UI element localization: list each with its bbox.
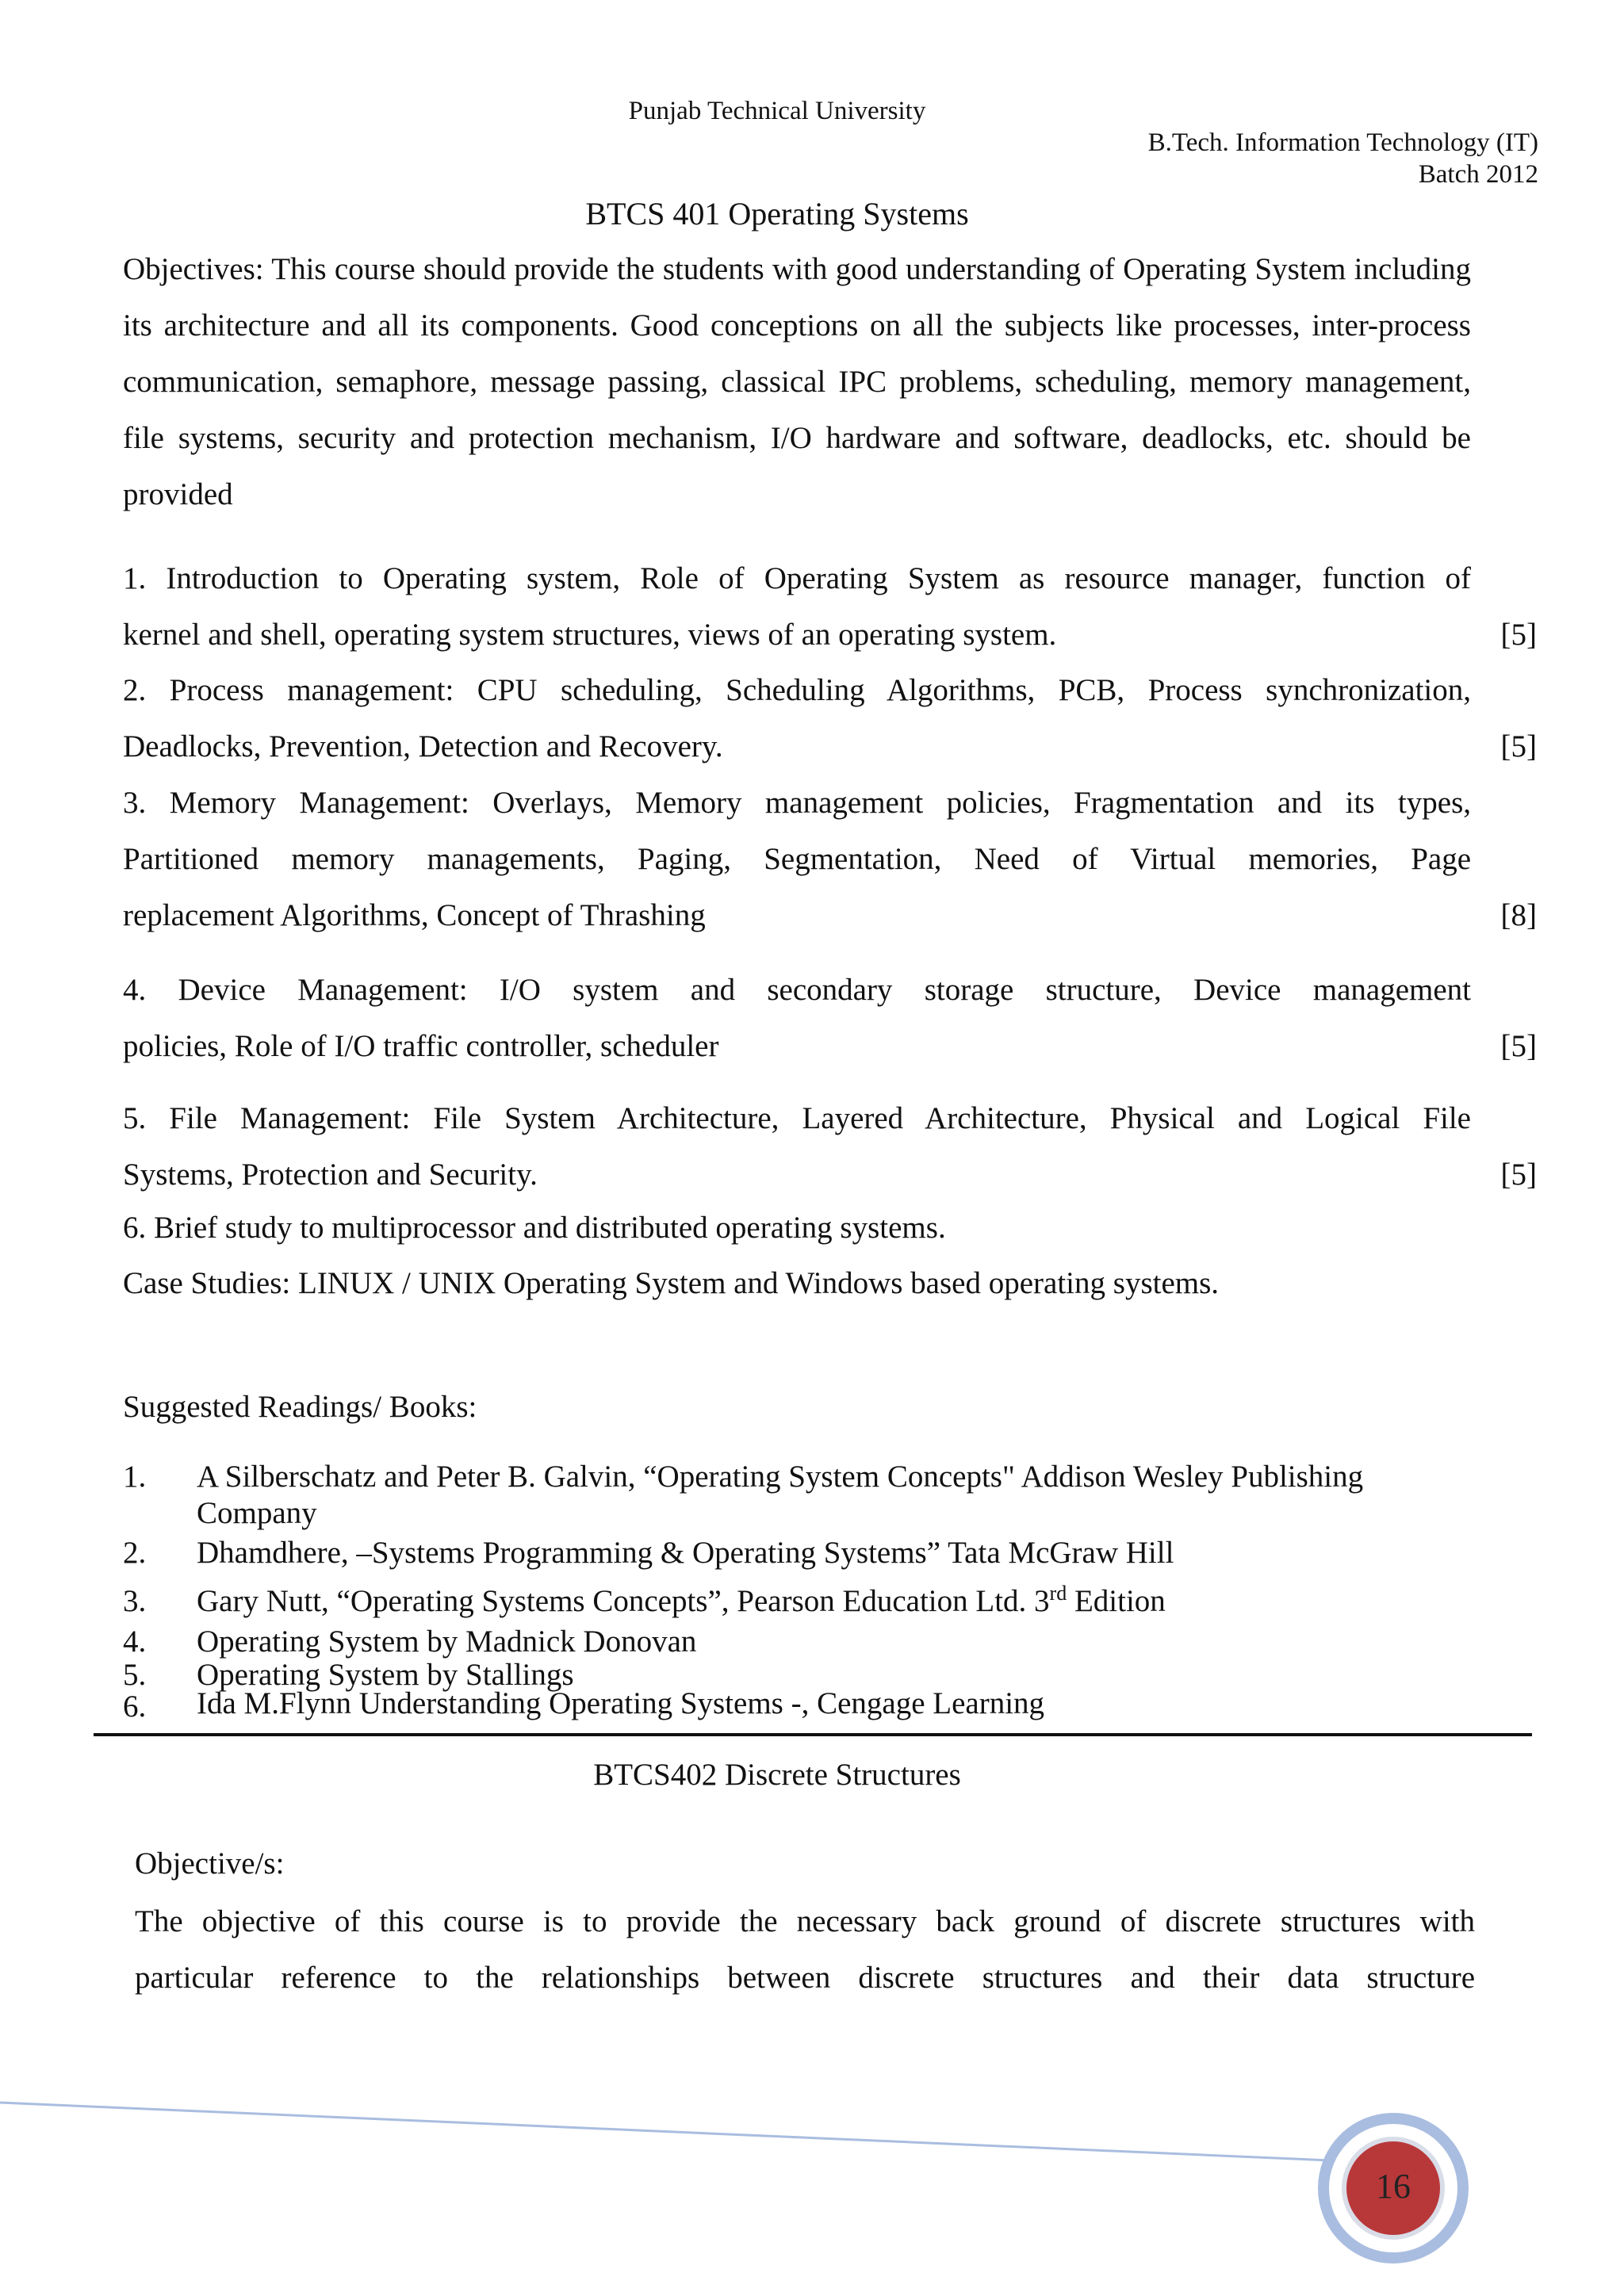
unit-3-marks: [8] — [1500, 898, 1537, 932]
unit-1-marks: [5] — [1500, 618, 1537, 652]
book-1-text: A Silberschatz and Peter B. Galvin, “Operating System Concepts" Addison Wesley Publishing — [197, 1460, 1364, 1494]
unit-2-marks: [5] — [1500, 729, 1537, 763]
unit-5-marks: [5] — [1500, 1158, 1537, 1192]
book-5-text: Operating System by Stallings — [197, 1658, 574, 1692]
unit-4-line2: policies, Role of I/O traffic controller, scheduler — [123, 1029, 719, 1063]
readings-heading: Suggested Readings/ Books: — [123, 1390, 477, 1424]
book-3-main: Gary Nutt, “Operating Systems Concepts”, Pearson Education Ltd. 3 — [197, 1584, 1050, 1618]
objectives-paragraph: Objectives: This course should provide the students with good understanding of Operating System including its architecture and all its components. Good conceptions on all the subjects like processes, inter-process communication, semaphore, message passing, classical IPC problems, scheduling, memory management, file systems, security and protection mechanism, I/O hardware and software, deadlocks, etc. should be provided — [123, 252, 1471, 511]
objective-line-2: particular reference to the relationships between discrete structures and their data structure — [135, 1961, 1475, 1995]
course-title-os: BTCS 401 Operating Systems — [585, 196, 969, 232]
book-2-number: 2. — [123, 1536, 147, 1570]
book-3-number: 3. — [123, 1584, 147, 1618]
book-2-text: Dhamdhere, –Systems Programming & Operating Systems” Tata McGraw Hill — [197, 1536, 1174, 1570]
course-title-ds: BTCS402 Discrete Structures — [593, 1758, 961, 1792]
unit-4-marks: [5] — [1500, 1029, 1537, 1063]
book-6-text: Ida M.Flynn Understanding Operating Systems -, Cengage Learning — [197, 1686, 1045, 1720]
unit-2-line2: Deadlocks, Prevention, Detection and Recovery. — [123, 729, 723, 763]
book-4-text: Operating System by Madnick Donovan — [197, 1624, 697, 1659]
batch-label: Batch 2012 — [1418, 160, 1538, 189]
book-5-number: 5. — [123, 1658, 147, 1692]
unit-1-line2: kernel and shell, operating system structures, views of an operating system. — [123, 618, 1057, 652]
university-name: Punjab Technical University — [628, 97, 926, 125]
unit-6: 6. Brief study to multiprocessor and distributed operating systems. — [123, 1211, 946, 1245]
unit-3-line1b: Partitioned memory managements, Paging, Segmentation, Need of Virtual memories, Page — [123, 842, 1471, 876]
book-3-after: Edition — [1067, 1584, 1166, 1618]
book-1-number: 1. — [123, 1460, 147, 1494]
program-name: B.Tech. Information Technology (IT) — [1147, 128, 1538, 157]
book-4-number: 4. — [123, 1624, 147, 1659]
book-1-text-cont: Company — [197, 1496, 317, 1530]
case-studies: Case Studies: LINUX / UNIX Operating System and Windows based operating systems. — [123, 1266, 1220, 1300]
footer-rule — [0, 2103, 1348, 2161]
unit-5-line1: 5. File Management: File System Architecture, Layered Architecture, Physical and Logical File — [123, 1101, 1471, 1135]
unit-5-line2: Systems, Protection and Security. — [123, 1158, 538, 1192]
unit-2-line1: 2. Process management: CPU scheduling, Scheduling Algorithms, PCB, Process synchronization, — [123, 673, 1471, 707]
objective-line-1: The objective of this course is to provide the necessary back ground of discrete structures with — [135, 1904, 1475, 1938]
unit-3-line2: replacement Algorithms, Concept of Thrashing — [123, 898, 706, 932]
book-3-sup: rd — [1049, 1582, 1067, 1605]
page-number: 16 — [1376, 2167, 1411, 2206]
book-6-number: 6. — [123, 1689, 147, 1724]
unit-3-line1: 3. Memory Management: Overlays, Memory management policies, Fragmentation and its types, — [123, 786, 1471, 820]
unit-1-line1: 1. Introduction to Operating system, Role of Operating System as resource manager, function of — [123, 561, 1471, 595]
objective-label: Objective/s: — [135, 1846, 285, 1881]
unit-4-line1: 4. Device Management: I/O system and secondary storage structure, Device management — [123, 973, 1471, 1007]
